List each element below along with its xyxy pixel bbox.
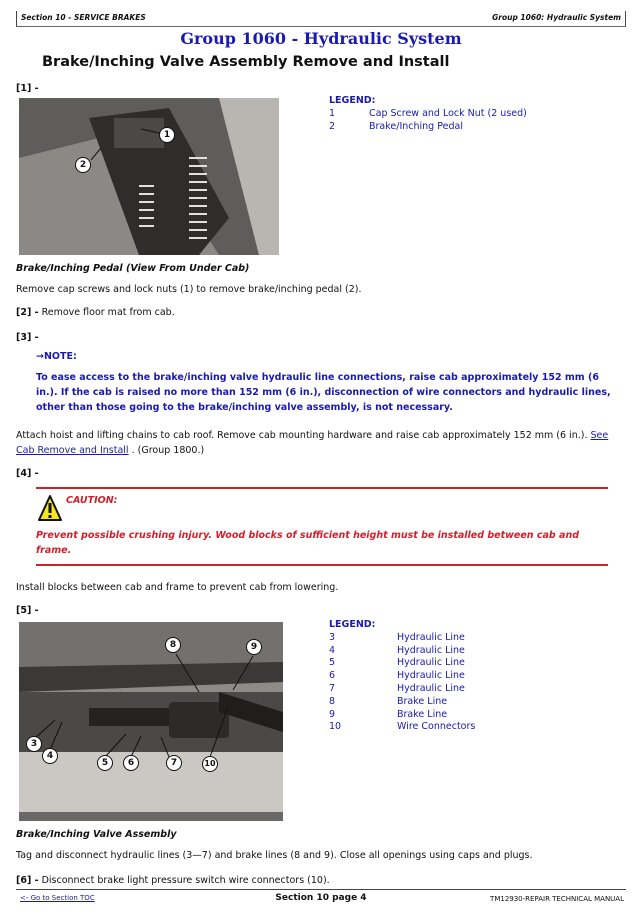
step-3-label: [3] - [16,332,39,343]
caution-text: Prevent possible crushing injury. Wood blocks of sufficient height must be installed between cab and frame. [36,530,580,556]
caution-bottom-rule [36,564,608,566]
step-1-label: [1] - [16,83,39,94]
step-6-label: [6] - [16,875,39,886]
callout-4: 4 [42,748,58,764]
brake-pedal-photo [19,98,279,255]
figure-caption-5: Brake/Inching Valve Assembly [16,829,177,840]
go-to-section-toc-link[interactable]: <- Go to Section TOC [20,894,95,902]
callout-2: 2 [75,157,91,173]
step-5-text: Tag and disconnect hydraulic lines (3—7) and brake lines (8 and 9). Close all openings using caps and plugs. [16,850,533,861]
callout-10: 10 [202,756,218,772]
step-3-text: Attach hoist and lifting chains to cab roof. Remove cab mounting hardware and raise cab approximately 152 mm (6 in.). See Cab Remove and Install . (Group 1800.) [16,430,609,456]
callout-8: 8 [165,637,181,653]
footer-manual-title: TM12930-REPAIR TECHNICAL MANUAL [490,895,624,903]
step-5-label: [5] - [16,605,39,616]
legend-item: 6 Hydraulic Line [329,670,465,682]
legend-heading: LEGEND: [329,619,376,630]
header-group: Group 1060: Hydraulic System [492,11,626,26]
note-label: →NOTE: [36,351,77,362]
legend-item: 9 Brake Line [329,708,448,720]
step-4-label: [4] - [16,468,39,479]
caution-top-rule [36,487,608,489]
figure-caption-1: Brake/Inching Pedal (View From Under Cab) [16,263,250,274]
step-6-text: Disconnect brake light pressure switch wire connectors (10). [41,875,330,886]
callout-1: 1 [159,127,175,143]
step-2-label: [2] - [16,307,39,318]
warning-triangle-icon [37,494,63,526]
group-title: Group 1060 - Hydraulic System [180,29,462,48]
header-section: Section 10 - SERVICE BRAKES [16,11,146,26]
callout-6: 6 [123,755,139,771]
brake-pedal-illustration [19,98,279,255]
callout-7: 7 [166,755,182,771]
caution-label: CAUTION: [66,495,118,506]
cab-remove-install-link[interactable]: See Cab Remove and Install [16,430,609,456]
valve-assembly-photo [19,622,283,821]
legend-heading: LEGEND: [329,95,376,106]
step-1-text: Remove cap screws and lock nuts (1) to remove brake/inching pedal (2). [16,284,362,295]
footer-page-number: Section 10 page 4 [275,893,367,903]
legend-item: 2 Brake/Inching Pedal [329,120,463,132]
footer-divider [16,889,626,890]
legend-step-1 [329,95,527,133]
legend-item: 5 Hydraulic Line [329,657,465,669]
step-6 [16,873,330,888]
valve-assembly-illustration [19,622,283,821]
step-4-text: Install blocks between cab and frame to prevent cab from lowering. [16,582,339,593]
legend-item: 3 Hydraulic Line [329,631,465,643]
callout-5: 5 [97,755,113,771]
page-title: Brake/Inching Valve Assembly Remove and Install [42,54,450,70]
legend-item: 4 Hydraulic Line [329,644,465,656]
legend-item: 8 Brake Line [329,695,448,707]
header-divider [16,26,626,27]
callout-9: 9 [246,639,262,655]
note-text: To ease access to the brake/inching valve hydraulic line connections, raise cab approximately 152 mm (6 in.). If the cab is raised no more than 152 mm (6 in.), disconnection of wire connectors and hydraulic lines, other than those going to the brake/inching valve assembly, is not necessary. [36,372,611,413]
legend-item: 10 Wire Connectors [329,721,476,733]
callout-3: 3 [26,736,42,752]
step-2 [16,305,175,320]
step-2-text: Remove floor mat from cab. [41,307,175,318]
legend-item: 7 Hydraulic Line [329,682,465,694]
legend-item: 1 Cap Screw and Lock Nut (2 used) [329,107,527,119]
legend-step-5 [329,619,475,734]
